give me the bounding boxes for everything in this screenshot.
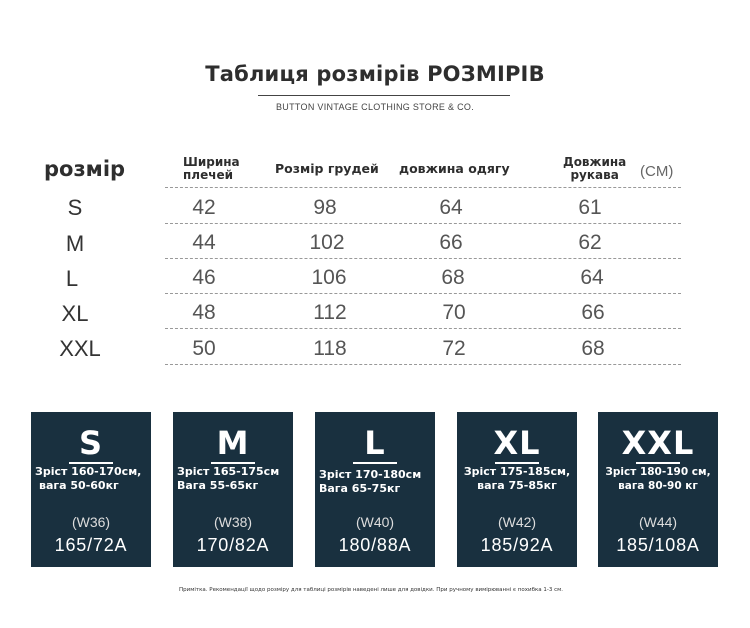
table-cell-length: 72 — [442, 337, 466, 360]
table-cell-shoulder: 46 — [192, 266, 216, 289]
shoulder-header-line2: плечей — [183, 168, 234, 182]
table-divider — [165, 364, 681, 365]
table-cell-length: 64 — [439, 196, 463, 219]
table-cell-shoulder: 44 — [192, 231, 216, 254]
title-divider — [258, 95, 510, 96]
length-column-header: довжина одягу — [399, 161, 510, 176]
card-waist-code: (W38) — [213, 514, 253, 530]
card-size-letter: XL — [493, 424, 541, 462]
card-size-code: 185/92A — [480, 535, 554, 555]
store-subtitle: BUTTON VINTAGE CLOTHING STORE & CO. — [275, 102, 475, 112]
card-weight-text: вага 50-60кг — [39, 479, 119, 492]
table-cell-chest: 118 — [313, 337, 347, 360]
card-weight-text: вага 80-90 кг — [618, 480, 698, 492]
card-size-letter: S — [78, 424, 104, 462]
card-size-code: 165/72A — [54, 535, 128, 555]
table-cell-chest: 112 — [313, 301, 347, 324]
card-description — [177, 465, 293, 493]
card-size-code: 185/108A — [616, 535, 700, 555]
table-divider — [165, 293, 681, 294]
card-size-letter: M — [216, 424, 250, 462]
table-cell-length: 66 — [439, 231, 463, 254]
table-row-size: XXL — [59, 336, 101, 361]
card-waist-code: (W42) — [497, 514, 537, 530]
size-card-xxl — [598, 412, 718, 567]
table-row-size: M — [65, 231, 85, 256]
table-cell-chest: 106 — [311, 266, 347, 289]
table-cell-sleeve: 66 — [581, 301, 605, 324]
table-cell-shoulder: 48 — [192, 301, 216, 324]
table-row-size: S — [67, 195, 83, 220]
table-cell-sleeve: 62 — [578, 231, 602, 254]
card-description — [598, 465, 718, 493]
card-letter-underline — [69, 462, 113, 464]
card-description — [457, 465, 577, 493]
card-weight-text: Вага 55-65кг — [177, 479, 259, 492]
table-cell-sleeve: 64 — [580, 266, 604, 289]
table-cell-chest: 98 — [313, 196, 337, 219]
card-letter-underline — [353, 462, 397, 464]
card-description — [319, 468, 435, 496]
size-card-m — [173, 412, 293, 567]
table-cell-shoulder: 42 — [192, 196, 216, 219]
table-divider — [165, 187, 681, 188]
table-cell-length: 70 — [442, 301, 466, 324]
footnote: Примітка. Рекомендації щодо розміру для таблиці розмірів наведені лише для довідки. При ручному вимірюванні є похибка 1-3 см. — [179, 587, 564, 593]
card-height-text: Зріст 180-190 см, — [605, 466, 711, 478]
table-row-size: L — [65, 266, 79, 291]
card-letter-underline — [211, 462, 255, 464]
size-card-s — [31, 412, 151, 567]
card-waist-code: (W36) — [71, 514, 111, 530]
card-height-text: Зріст 165-175см — [177, 465, 280, 478]
shoulder-header-line1: Ширина — [183, 155, 240, 169]
card-size-letter: L — [364, 424, 386, 462]
card-height-text: Зріст 160-170см, — [35, 465, 142, 478]
card-size-code: 170/82A — [196, 535, 270, 555]
size-card-l — [315, 412, 435, 567]
card-letter-underline — [495, 462, 539, 464]
sleeve-header-line1: Довжина — [563, 155, 627, 169]
size-card-xl — [457, 412, 577, 567]
table-cell-chest: 102 — [309, 231, 345, 254]
table-divider — [165, 258, 681, 259]
table-cell-sleeve: 61 — [578, 196, 602, 219]
page-title: Таблиця розмірів РОЗМІРІВ — [205, 62, 545, 86]
card-weight-text: вага 75-85кг — [477, 479, 557, 492]
size-column-header: розмір — [44, 157, 126, 181]
card-height-text: Зріст 170-180см — [319, 468, 422, 481]
card-size-letter: XXL — [621, 424, 695, 462]
unit-label: (CM) — [640, 163, 674, 180]
card-size-code: 180/88A — [338, 535, 412, 555]
card-letter-underline — [636, 462, 680, 464]
card-description — [35, 465, 151, 493]
card-weight-text: Вага 65-75кг — [319, 482, 401, 495]
table-cell-length: 68 — [441, 266, 465, 289]
sleeve-column-header — [563, 156, 626, 182]
table-cell-sleeve: 68 — [581, 337, 605, 360]
card-waist-code: (W44) — [638, 514, 678, 530]
card-height-text: Зріст 175-185см, — [463, 465, 571, 478]
table-row-size: XL — [61, 301, 89, 326]
sleeve-header-line2: рукава — [570, 168, 619, 182]
table-divider — [165, 328, 681, 329]
chest-column-header: Розмір грудей — [275, 161, 379, 176]
shoulder-column-header — [183, 156, 240, 182]
table-divider — [165, 223, 681, 224]
table-cell-shoulder: 50 — [192, 337, 216, 360]
card-waist-code: (W40) — [355, 514, 395, 530]
